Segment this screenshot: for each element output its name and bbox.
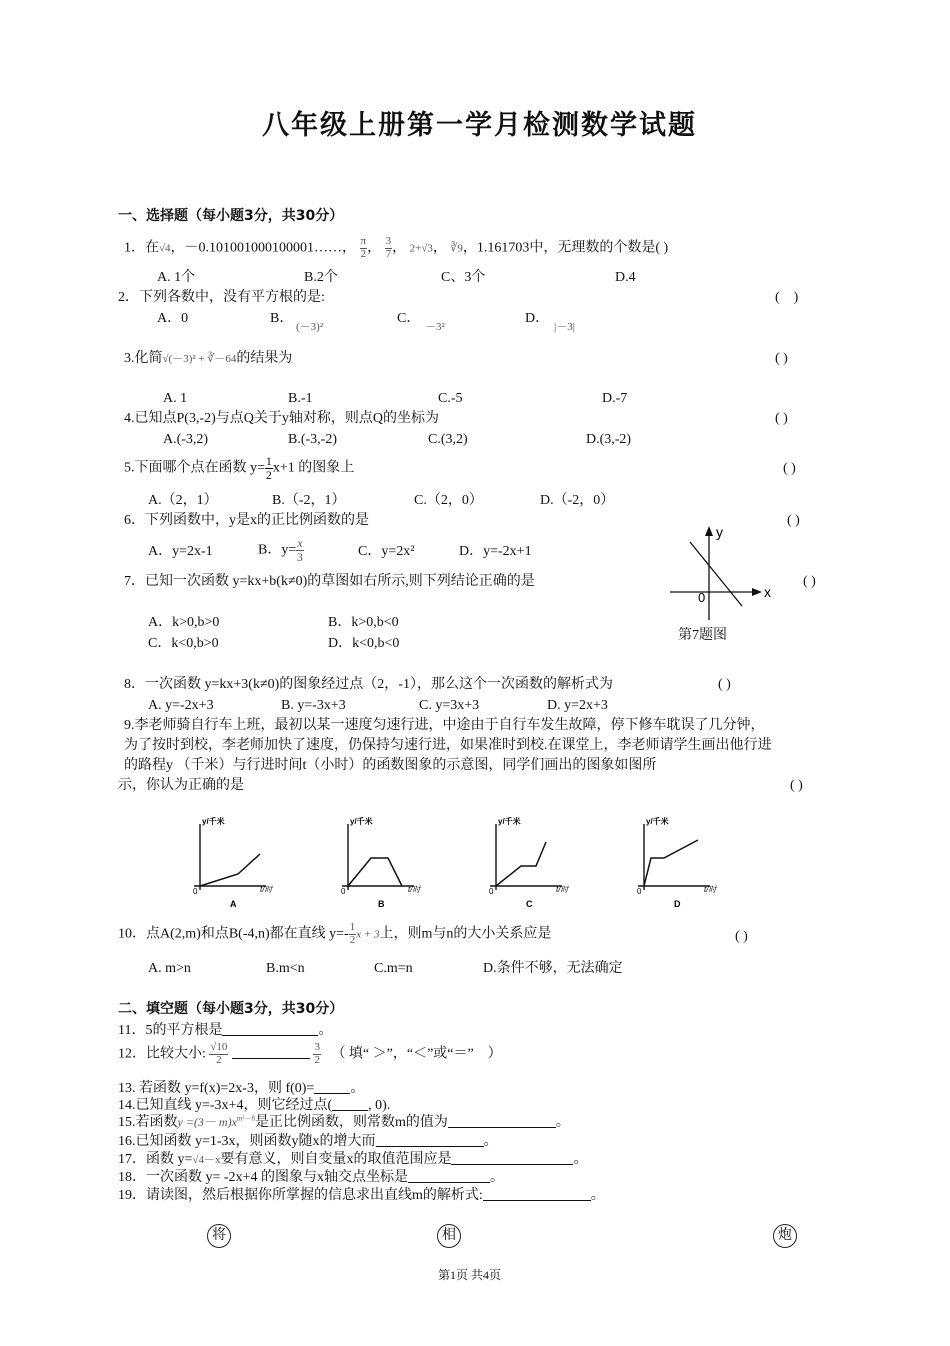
q6-option-b-label: B．y= bbox=[258, 542, 297, 558]
q13-end: 。 bbox=[350, 1081, 365, 1096]
q1-option-a[interactable]: A. 1个 bbox=[157, 270, 196, 285]
q19-answer-blank[interactable] bbox=[483, 1187, 591, 1201]
q2-option-d-expr: |－3| bbox=[554, 321, 575, 333]
q12 bbox=[118, 1042, 502, 1066]
q15-answer-blank[interactable] bbox=[448, 1114, 556, 1128]
q8-option-a[interactable]: A. y=-2x+3 bbox=[148, 698, 214, 713]
q15-exponent: m²－8 bbox=[236, 1114, 255, 1123]
q12-left-fraction: $\frac{√10}{2}$ bbox=[210, 1041, 228, 1066]
q7-fig-x-arrow bbox=[752, 588, 762, 596]
graph-x-label: t/时 bbox=[556, 885, 569, 894]
q10-option-b[interactable]: B.m<n bbox=[266, 961, 305, 976]
q6-fraction: $\frac{x}{3}$ bbox=[296, 536, 303, 564]
q4-paren: ( ) bbox=[775, 411, 788, 426]
graph-y-label: y/千米 bbox=[350, 817, 373, 826]
q10-text-a: 10．点A(2,m)和点B(-4,n)都在直线 y=- bbox=[118, 926, 349, 942]
q11-answer-blank[interactable] bbox=[222, 1022, 318, 1036]
q1-2-plus-root3: 2+√3 bbox=[409, 242, 433, 255]
q9-graph-a bbox=[193, 816, 273, 909]
graph-origin: 0 bbox=[193, 887, 198, 896]
q7-fig-y-arrow bbox=[705, 526, 713, 536]
q19-text: 19．请读图，然后根据你所掌握的信息求出直线m的解析式: bbox=[118, 1188, 483, 1203]
q11-end: 。 bbox=[318, 1023, 333, 1038]
q1-3-over-7: $\frac{3}{7}$ bbox=[385, 235, 392, 260]
q16-end: 。 bbox=[483, 1134, 498, 1149]
section-2-header: 二、填空题（每小题3分，共30分） bbox=[118, 1001, 344, 1017]
graph-line bbox=[496, 842, 546, 886]
q10-fraction: $\frac{1}{2}$ bbox=[349, 921, 356, 946]
q10-option-d[interactable]: D.条件不够，无法确定 bbox=[483, 961, 623, 976]
q5-text-b: x+1 的图象上 bbox=[272, 460, 355, 476]
q4-stem: 4.已知点P(3,-2)与点Q关于y轴对称，则点Q的坐标为 bbox=[124, 411, 439, 426]
graph-x-label: t/时 bbox=[704, 885, 717, 894]
q5-text-a: 5.下面哪个点在函数 y= bbox=[124, 460, 265, 476]
q11-text: 11．5的平方根是 bbox=[118, 1023, 223, 1038]
q1-option-b[interactable]: B.2个 bbox=[304, 270, 338, 285]
q9-graphs bbox=[180, 812, 740, 912]
q2-option-b[interactable]: B． bbox=[270, 311, 294, 326]
q15-text-b: 是正比例函数，则常数m的值为 bbox=[254, 1115, 448, 1130]
graph-line bbox=[200, 854, 260, 886]
q7-fig-y-label: y bbox=[716, 524, 723, 540]
q2-option-a[interactable]: A．0 bbox=[157, 311, 189, 326]
graph-origin: 0 bbox=[637, 887, 642, 896]
q9-line-4: 示，你认为正确的是 bbox=[118, 778, 244, 793]
q2-option-c[interactable]: C． bbox=[397, 311, 421, 326]
q13-text: 13. 若函数 y=f(x)=2x-3，则 f(0)= bbox=[118, 1081, 315, 1096]
q17-end: 。 bbox=[573, 1152, 588, 1167]
q2-stem: 2．下列各数中，没有平方根的是: bbox=[118, 290, 325, 305]
q10-option-c[interactable]: C.m=n bbox=[374, 961, 413, 976]
q17-answer-blank[interactable] bbox=[451, 1151, 573, 1165]
q6-paren: ( ) bbox=[787, 513, 800, 528]
q13 bbox=[118, 1080, 364, 1098]
q3-option-d[interactable]: D.-7 bbox=[602, 391, 628, 406]
q5-paren: ( ) bbox=[783, 461, 796, 476]
q1-option-d[interactable]: D.4 bbox=[615, 270, 636, 285]
q6-option-b[interactable] bbox=[258, 537, 304, 563]
q16-answer-blank[interactable] bbox=[376, 1133, 484, 1147]
q7-option-a[interactable]: A．k>0,b>0 bbox=[148, 615, 220, 630]
q4-option-c[interactable]: C.(3,2) bbox=[428, 432, 468, 447]
q15-end: 。 bbox=[555, 1115, 570, 1130]
graph-origin: 0 bbox=[341, 887, 346, 896]
q4-option-b[interactable]: B.(-3,-2) bbox=[288, 432, 337, 447]
q7-fig-x-label: x bbox=[764, 584, 771, 600]
q18 bbox=[118, 1169, 504, 1187]
q7-fig-origin: 0 bbox=[698, 590, 706, 605]
q9-line-2: 为了按时到校，李老师加快了速度，仍保持匀速行进，如果准时到校.在课堂上，李老师请学生画出他行进 bbox=[124, 738, 772, 753]
q3-stem bbox=[124, 351, 292, 368]
q7-fig-caption: 第7题图 bbox=[678, 628, 727, 643]
graph-option-label: A bbox=[230, 899, 237, 909]
q6-option-d[interactable]: D．y=-2x+1 bbox=[459, 544, 532, 559]
page-title: 八年级上册第一学月检测数学试题 bbox=[262, 110, 697, 141]
q3-text-a: 3.化简 bbox=[124, 351, 163, 366]
q11 bbox=[118, 1022, 332, 1040]
graph-origin: 0 bbox=[489, 887, 494, 896]
page-footer: 第1页 共4页 bbox=[438, 1268, 502, 1282]
q14-end: , 0). bbox=[368, 1098, 391, 1113]
q8-option-b[interactable]: B. y=-3x+3 bbox=[281, 698, 346, 713]
q16 bbox=[118, 1133, 498, 1151]
q19 bbox=[118, 1187, 605, 1205]
q1-text-a: 1．在 bbox=[124, 240, 159, 256]
section-1-header: 一、选择题（每小题3分，共30分） bbox=[118, 208, 344, 224]
q16-text: 16.已知函数 y=1-3x，则函数y随x的增大而 bbox=[118, 1134, 376, 1149]
graph-y-label: y/千米 bbox=[646, 817, 669, 826]
q1-pi-over-2: $\frac{\pi}{2}$ bbox=[360, 235, 367, 260]
q6-stem: 6．下列函数中，y是x的正比例函数的是 bbox=[124, 513, 369, 528]
q12-text-a: 12．比较大小: bbox=[118, 1046, 206, 1062]
q13-answer-blank[interactable] bbox=[314, 1080, 350, 1094]
q14 bbox=[118, 1097, 390, 1115]
q8-stem: 8．一次函数 y=kx+3(k≠0)的图象经过点（2，-1），那么这个一次函数的解析式为 bbox=[124, 677, 613, 692]
q14-answer-blank[interactable] bbox=[332, 1097, 368, 1111]
q12-text-b: （ 填“ ＞”，“＜”或“＝” ） bbox=[331, 1046, 502, 1062]
q1-option-c[interactable]: C、3个 bbox=[441, 270, 486, 285]
q1-text-b: ，－0.101001000100001……， bbox=[170, 240, 357, 256]
q6-option-c[interactable]: C．y=2x² bbox=[358, 544, 415, 559]
q7-stem: 7．已知一次函数 y=kx+b(k≠0)的草图如右所示,则下列结论正确的是 bbox=[124, 574, 535, 589]
graph-y-label: y/千米 bbox=[498, 817, 521, 826]
q5-option-b[interactable]: B.（-2，1） bbox=[272, 493, 346, 508]
q2-paren: ( ) bbox=[775, 290, 799, 305]
chess-piece-xiang: 相 bbox=[437, 1224, 461, 1248]
graph-x-label: t/时 bbox=[408, 885, 421, 894]
q5-option-d[interactable]: D.（-2，0） bbox=[540, 493, 615, 508]
graph-option-label: B bbox=[378, 899, 385, 909]
q10-expr: x + 3 bbox=[356, 928, 380, 941]
q7-option-d[interactable]: D．k<0,b<0 bbox=[328, 636, 400, 651]
q18-answer-blank[interactable] bbox=[408, 1169, 490, 1183]
q2-option-b-expr: (－3)² bbox=[296, 321, 324, 333]
q9-line-1: 9.李老师骑自行车上班，最初以某一速度匀速行进，中途由于自行车发生故障，停下修车耽误了几分钟， bbox=[124, 718, 765, 733]
chess-piece-jiang: 将 bbox=[207, 1224, 231, 1248]
q15-text-a: 15.若函数 bbox=[118, 1115, 178, 1130]
q10-text-b: 上，则m与n的大小关系应是 bbox=[379, 926, 552, 942]
q1-sqrt4: √4 bbox=[159, 242, 171, 255]
q3-option-a[interactable]: A. 1 bbox=[163, 391, 188, 406]
q10-option-a[interactable]: A. m>n bbox=[148, 961, 191, 976]
q1-cbrt9: ∛9 bbox=[450, 242, 463, 255]
q8-paren: ( ) bbox=[718, 677, 731, 692]
q15-expr: y =(3－ m)x bbox=[177, 1115, 237, 1129]
q7-figure bbox=[660, 520, 790, 630]
graph-line bbox=[348, 858, 402, 886]
q5-fraction: $\frac{1}{2}$ bbox=[265, 454, 272, 482]
q3-text-b: 的结果为 bbox=[236, 351, 293, 366]
q4-option-d[interactable]: D.(3,-2) bbox=[586, 432, 632, 447]
q9-line-3: 的路程y （千米）与行进时间t（小时）的函数图象的示意图，同学们画出的图象如图所 bbox=[124, 758, 657, 773]
q7-paren: ( ) bbox=[803, 574, 816, 589]
q10-stem bbox=[118, 922, 551, 946]
q10-paren: ( ) bbox=[735, 929, 748, 944]
q8-option-c[interactable]: C. y=3x+3 bbox=[419, 698, 480, 713]
q17-text-b: 要有意义，则自变量x的取值范围应是 bbox=[220, 1152, 452, 1167]
q3-option-c[interactable]: C.-5 bbox=[438, 391, 463, 406]
graph-option-label: C bbox=[526, 899, 533, 909]
chess-piece-pao: 炮 bbox=[773, 1224, 797, 1248]
q19-end: 。 bbox=[590, 1188, 605, 1203]
q18-text: 18．一次函数 y= -2x+4 的图象与x轴交点坐标是 bbox=[118, 1170, 408, 1185]
graph-y-label: y/千米 bbox=[202, 817, 225, 826]
q5-stem bbox=[124, 455, 354, 481]
q14-text: 14.已知直线 y=-3x+4，则它经过点( bbox=[118, 1098, 333, 1113]
graph-x-label: t/时 bbox=[260, 885, 273, 894]
q4-option-a[interactable]: A.(-3,2) bbox=[163, 432, 209, 447]
q3-paren: ( ) bbox=[775, 351, 788, 366]
q5-option-a[interactable]: A.（2，1） bbox=[148, 493, 218, 508]
q18-end: 。 bbox=[489, 1170, 504, 1185]
q9-graph-c bbox=[489, 816, 569, 909]
q12-right-fraction: $\frac{3}{2}$ bbox=[314, 1041, 320, 1066]
q3-option-b[interactable]: B.-1 bbox=[288, 391, 313, 406]
q17-expr: √4－x bbox=[192, 1154, 221, 1166]
q2-option-c-expr: －3² bbox=[425, 321, 445, 333]
q2-option-d[interactable]: D． bbox=[525, 311, 550, 326]
q9-paren: ( ) bbox=[790, 778, 803, 793]
q9-graph-b bbox=[341, 816, 421, 909]
q8-option-d[interactable]: D. y=2x+3 bbox=[547, 698, 608, 713]
q12-answer-blank[interactable] bbox=[232, 1045, 310, 1059]
q3-expression: √(－3)² + ∛－64 bbox=[162, 353, 237, 365]
graph-option-label: D bbox=[674, 899, 681, 909]
q6-option-a[interactable]: A．y=2x-1 bbox=[148, 544, 213, 559]
q1-stem: 1．在√4，－0.101001000100001……， $\frac{\pi}{2}$ ， $\frac{3}{7}$ ， 2+√3， ∛9，1.161703中，无理数的个数是( ) bbox=[124, 235, 669, 260]
q9-graph-d bbox=[637, 816, 717, 909]
graph-line bbox=[644, 840, 698, 886]
q17-text-a: 17．函数 y= bbox=[118, 1152, 193, 1167]
q7-option-b[interactable]: B．k>0,b<0 bbox=[328, 615, 399, 630]
q7-option-c[interactable]: C．k<0,b>0 bbox=[148, 636, 219, 651]
q17 bbox=[118, 1151, 587, 1169]
q5-option-c[interactable]: C.（2，0） bbox=[414, 493, 483, 508]
q1-text-c: ，1.161703中，无理数的个数是( ) bbox=[462, 240, 669, 256]
q15 bbox=[118, 1114, 570, 1132]
